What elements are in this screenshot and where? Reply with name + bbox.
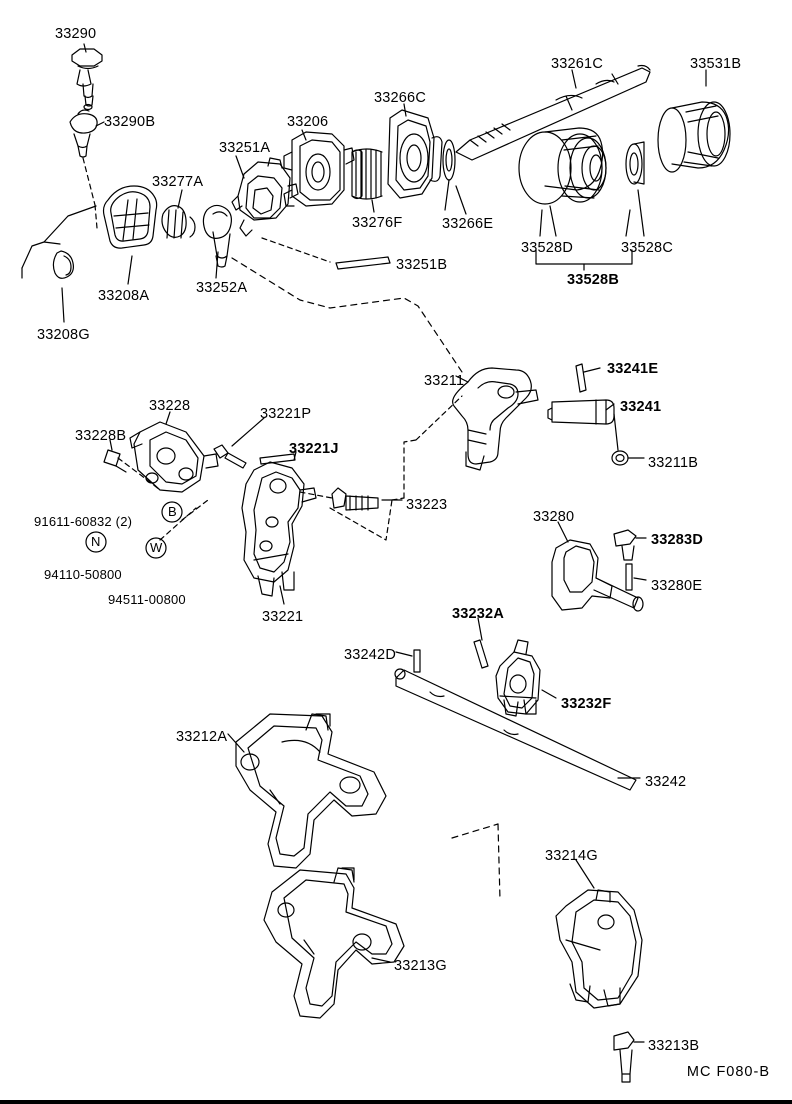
label-33251B: 33251B [396, 257, 448, 273]
part-33228 [130, 422, 218, 492]
page-bottom-rule [0, 1100, 792, 1104]
label-33251A: 33251A [219, 140, 271, 156]
diagram-footer-code: MC F080-B [686, 1064, 770, 1080]
callout-letter-b: B [168, 504, 177, 519]
label-33206: 33206 [287, 114, 329, 130]
label-33266C: 33266C [374, 90, 426, 106]
label-33232F: 33232F [561, 696, 612, 712]
part-33531B [658, 102, 730, 172]
part-33213G [264, 868, 404, 1018]
label-33280E: 33280E [651, 578, 703, 594]
label-33242: 33242 [645, 774, 687, 790]
label-33252A: 33252A [196, 280, 248, 296]
part-33266C [388, 110, 442, 198]
label-33228B: 33228B [75, 428, 127, 444]
part-33283D [614, 530, 636, 560]
part-33280 [552, 540, 643, 611]
part-33232F [496, 640, 540, 716]
part-33208A [104, 186, 157, 248]
label-33208A: 33208A [98, 288, 150, 304]
part-33290 [72, 49, 102, 110]
part-33241 [548, 400, 614, 424]
label-33241E: 33241E [607, 361, 659, 377]
label-33261C: 33261C [551, 56, 603, 72]
part-33290B [70, 110, 97, 157]
part-33251A [232, 158, 298, 236]
part-33277A [162, 206, 195, 238]
part-33251B [336, 257, 390, 269]
label-33266E: 33266E [442, 216, 494, 232]
label-33211B: 33211B [648, 455, 699, 471]
label-33283D: 33283D [651, 532, 703, 548]
part-33528B [519, 128, 606, 204]
label-33242D: 33242D [344, 647, 396, 663]
label-33290: 33290 [55, 26, 97, 42]
part-33214G [556, 890, 642, 1008]
part-33241E [576, 364, 586, 392]
part-33211 [453, 368, 538, 470]
label-33531B: 33531B [690, 56, 742, 72]
label-33213B: 33213B [648, 1038, 700, 1054]
label-33223: 33223 [406, 497, 448, 513]
label-33290B: 33290B [104, 114, 156, 130]
label-33528C: 33528C [621, 240, 673, 256]
part-33221P [214, 445, 246, 468]
part-33208G [53, 251, 73, 278]
label-33214G: 33214G [545, 848, 598, 864]
callout-letter-w: W [150, 540, 163, 555]
label-33221: 33221 [262, 609, 304, 625]
part-33228B [104, 450, 126, 472]
label-33213G: 33213G [394, 958, 447, 974]
part-33242D [414, 650, 420, 672]
label-33212A: 33212A [176, 729, 228, 745]
part-33266E [443, 140, 455, 210]
part-33242 [395, 669, 636, 790]
part-33206 [284, 132, 354, 206]
part-33213B [614, 1032, 634, 1082]
part-33221 [242, 462, 316, 596]
label-33528D: 33528D [521, 240, 573, 256]
label-33276F: 33276F [352, 215, 403, 231]
label-33277A: 33277A [152, 174, 204, 190]
label-94511-00800: 94511-00800 [108, 592, 186, 607]
label-33528B: 33528B [567, 272, 619, 288]
callout-letter-n: N [91, 534, 101, 549]
label-33208G: 33208G [37, 327, 90, 343]
label-91611-60832: 91611-60832 (2) [34, 514, 133, 529]
label-33232A: 33232A [452, 606, 504, 622]
label-33211: 33211 [424, 373, 465, 389]
part-33223 [332, 488, 378, 510]
part-33528C [626, 142, 644, 184]
label-33221J: 33221J [289, 441, 339, 457]
label-33280: 33280 [533, 509, 575, 525]
part-33232A [474, 640, 488, 668]
part-33276F [352, 149, 382, 199]
part-33212A [236, 714, 386, 868]
label-33241: 33241 [620, 399, 662, 415]
label-33228: 33228 [149, 398, 191, 414]
label-94110-50800: 94110-50800 [44, 567, 122, 582]
part-33211B [612, 451, 628, 465]
label-33221P: 33221P [260, 406, 312, 422]
part-33261C [456, 66, 650, 161]
part-33280E [626, 564, 632, 590]
